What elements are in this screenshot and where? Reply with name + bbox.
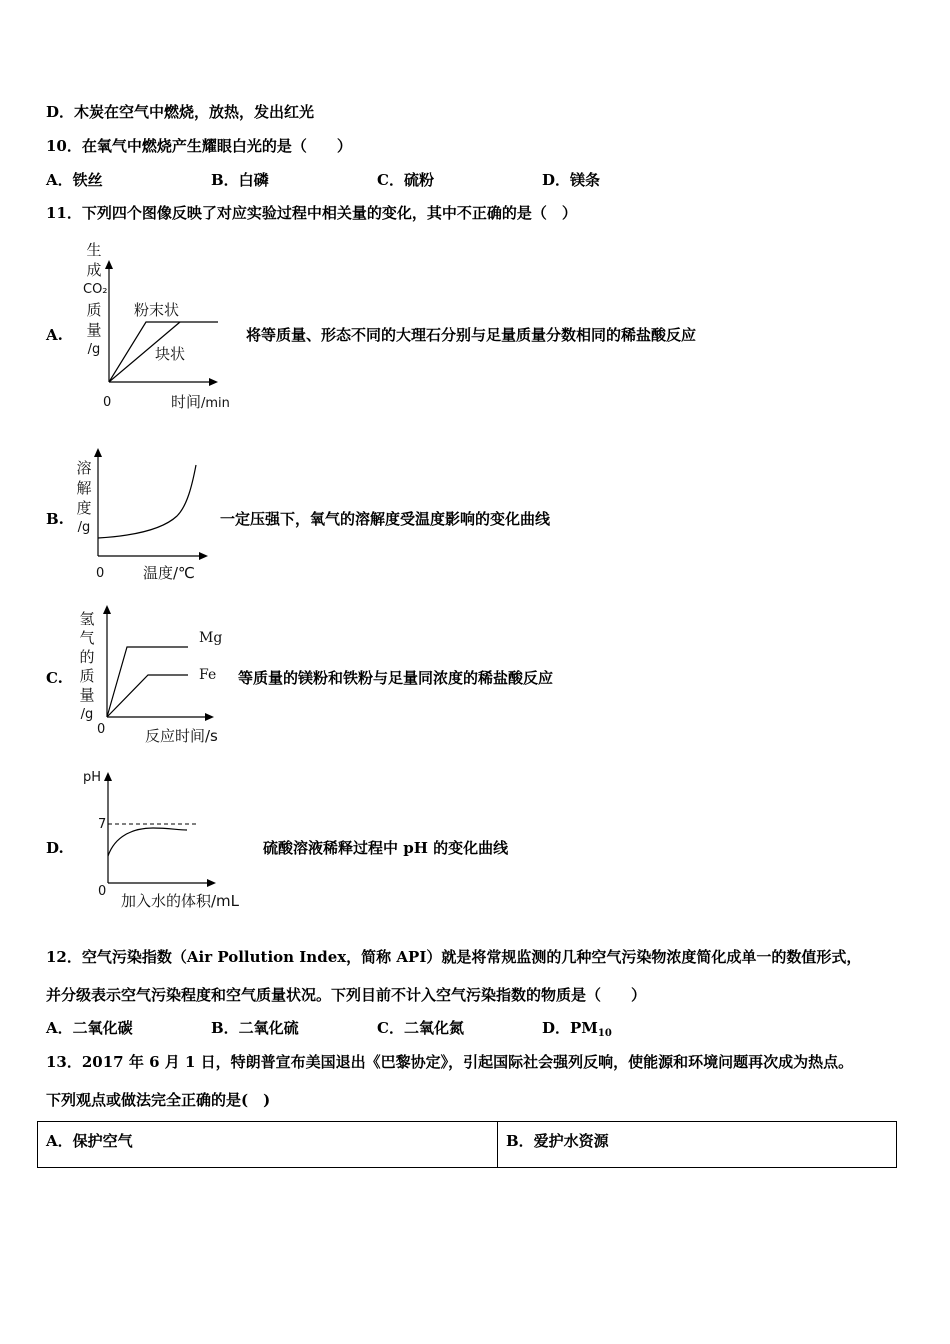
q11-d-tick-7: 7: [98, 817, 107, 832]
xlabel-unit: /min: [201, 396, 230, 411]
ylabel-char: 质: [79, 667, 95, 685]
ylabel-char: /g: [87, 342, 101, 357]
q11-a-xlabel: [171, 391, 230, 412]
q11-b-letter: B.: [46, 510, 64, 528]
q11-a-graph: [100, 260, 230, 390]
y-axis-arrow: [94, 448, 102, 457]
q13-table-cell-a: A．保护空气: [38, 1122, 498, 1168]
q10-option-b: B．白磷: [211, 171, 269, 189]
ylabel-char: 生: [86, 241, 102, 259]
q11-b-origin: 0: [96, 566, 105, 581]
ph-curve: [108, 828, 187, 856]
y-axis-arrow: [105, 260, 113, 269]
ylabel-char: 气: [79, 629, 95, 647]
q11-a-desc: 将等质量、形态不同的大理石分别与足量质量分数相同的稀盐酸反应: [246, 326, 697, 344]
q11-d-origin: 0: [98, 884, 107, 899]
q11-d-desc: 硫酸溶液稀释过程中 pH 的变化曲线: [263, 839, 509, 857]
ylabel-char: 质: [86, 301, 102, 319]
q11-d-graph: [103, 770, 223, 890]
q11-a-letter: A.: [46, 326, 63, 344]
q11-b-desc: 一定压强下，氧气的溶解度受温度影响的变化曲线: [220, 510, 551, 528]
ylabel-char: 解: [76, 479, 92, 497]
y-axis-arrow: [103, 605, 111, 614]
q12-stem-line1: 12．空气污染指数（Air Pollution Index，简称 API）就是将常规监测的几种空气污染物浓度简化成单一的数值形式，: [46, 948, 862, 966]
q11-b-graph: [92, 448, 217, 563]
q11-b-xlabel: 温度/℃: [143, 564, 195, 582]
ylabel-char: 成: [86, 261, 102, 279]
ylabel-char: 量: [79, 686, 95, 704]
q12-option-b: B．二氧化硫: [211, 1019, 299, 1037]
q11-c-ylabel: [76, 610, 98, 724]
q11-d-ylabel: pH: [83, 770, 102, 785]
q11-stem: 11．下列四个图像反映了对应实验过程中相关量的变化，其中不正确的是（ ）: [46, 204, 577, 222]
q11-c-xlabel: 反应时间/s: [145, 727, 218, 745]
q13-option-table: [37, 1121, 897, 1168]
y-axis-arrow: [104, 772, 112, 781]
q10-option-c: C．硫粉: [377, 171, 434, 189]
q12-option-d: [542, 1018, 612, 1044]
xlabel-text: 时间: [171, 393, 202, 411]
q11-d-xlabel: 加入水的体积/mL: [121, 892, 240, 910]
ylabel-char: 量: [86, 321, 102, 339]
ylabel-char: 氢: [79, 610, 95, 628]
x-axis-arrow: [205, 713, 214, 721]
q11-c-origin: 0: [97, 722, 106, 737]
q11-a-curve2-label: 块状: [155, 345, 186, 363]
q12-option-d-text: D．PM: [542, 1019, 598, 1037]
ylabel-char: CO₂: [83, 282, 108, 297]
q11-c-curve1-label: Mg: [199, 630, 223, 646]
q9-option-d: D．木炭在空气中燃烧，放热，发出红光: [46, 103, 315, 121]
solubility-curve: [98, 465, 196, 538]
x-axis-arrow: [209, 378, 218, 386]
q10-stem: 10．在氧气中燃烧产生耀眼白光的是（ ）: [46, 137, 352, 155]
q13-table-cell-b: B．爱护水资源: [498, 1122, 897, 1168]
table-row: [38, 1122, 897, 1168]
ylabel-char: 的: [79, 648, 95, 666]
q13-stem-line2: 下列观点或做法完全正确的是( ): [46, 1091, 271, 1109]
q11-a-curve1-label: 粉末状: [134, 301, 180, 319]
q10-option-a: A．铁丝: [46, 171, 103, 189]
x-axis-arrow: [199, 552, 208, 560]
ylabel-char: 溶: [76, 459, 92, 477]
q11-a-origin: 0: [103, 395, 112, 410]
x-axis-arrow: [207, 879, 216, 887]
curve-mg: [107, 647, 188, 717]
q13-stem-line1: 13．2017 年 6 月 1 日，特朗普宣布美国退出《巴黎协定》，引起国际社会强列反响，使能源和环境问题再次成为热点。: [46, 1053, 854, 1071]
q11-c-desc: 等质量的镁粉和铁粉与足量同浓度的稀盐酸反应: [238, 669, 554, 687]
q11-c-curve2-label: Fe: [199, 667, 217, 683]
curve-fe: [107, 675, 188, 717]
ylabel-char: /g: [80, 707, 94, 722]
ylabel-char: 度: [76, 499, 92, 517]
q11-c-letter: C.: [46, 669, 63, 687]
q12-option-c: C．二氧化氮: [377, 1019, 464, 1037]
ylabel-char: /g: [77, 520, 91, 535]
q10-option-d: D．镁条: [542, 171, 601, 189]
q11-c-graph: [100, 605, 225, 725]
q12-option-a: A．二氧化碳: [46, 1019, 133, 1037]
q12-stem-line2: 并分级表示空气污染程度和空气质量状况。下列目前不计入空气污染指数的物质是（ ）: [46, 986, 647, 1004]
q11-d-letter: D.: [46, 839, 64, 857]
q12-option-d-subscript: 10: [597, 1028, 612, 1039]
